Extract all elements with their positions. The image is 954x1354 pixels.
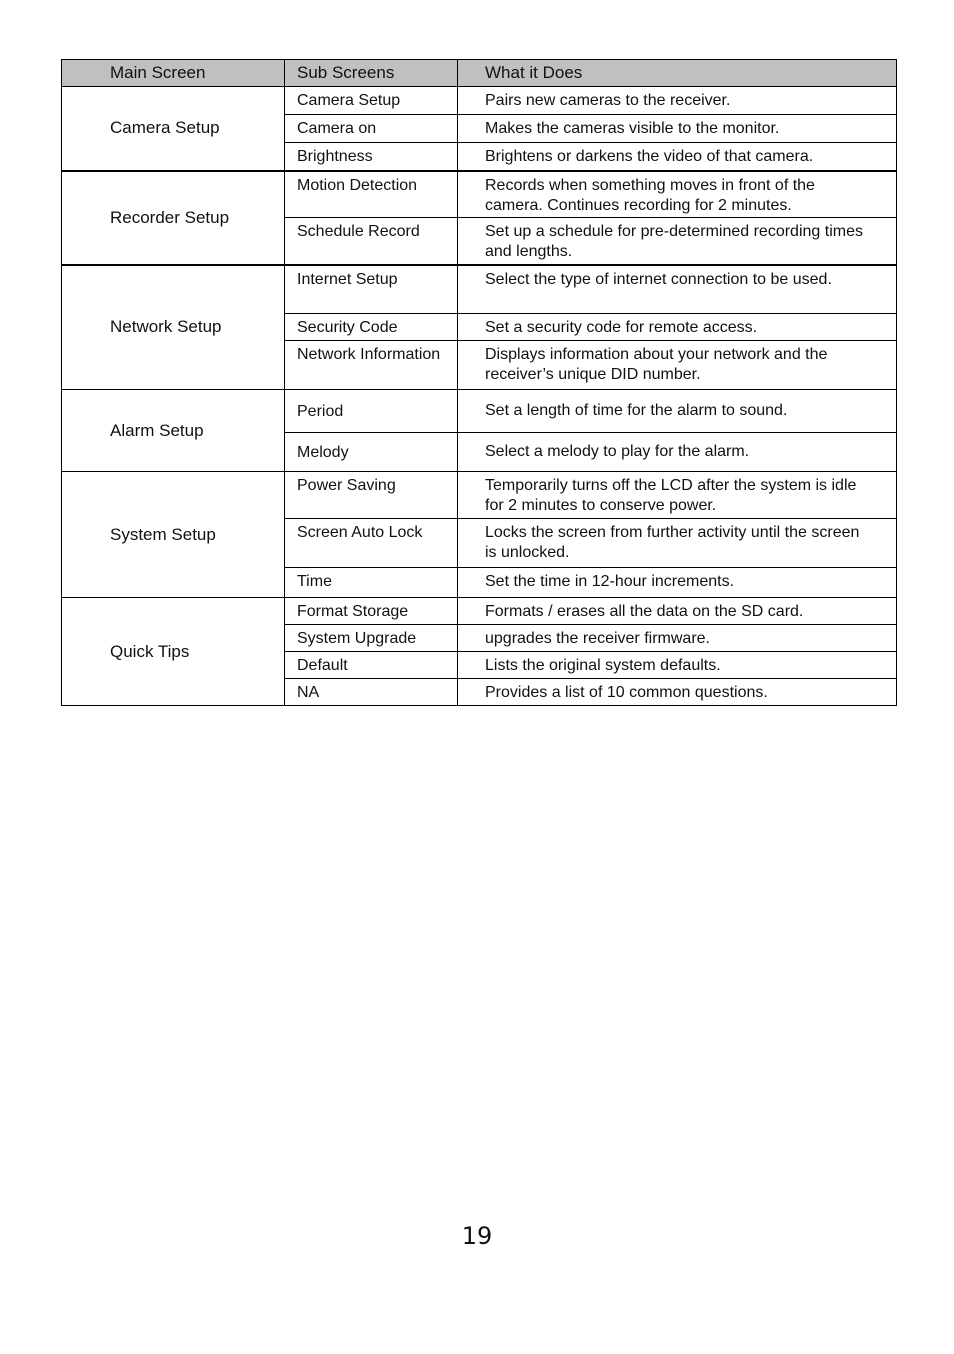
description-cell: Set the time in 12-hour increments. bbox=[458, 568, 897, 598]
description-cell: upgrades the receiver firmware. bbox=[458, 625, 897, 652]
description-cell: Pairs new cameras to the receiver. bbox=[458, 87, 897, 115]
sub-screen-cell: Power Saving bbox=[285, 472, 458, 519]
sub-screen-cell: Security Code bbox=[285, 314, 458, 341]
description-cell: Formats / erases all the data on the SD card. bbox=[458, 598, 897, 625]
main-screen-cell: Quick Tips bbox=[62, 598, 285, 706]
description-cell: Locks the screen from further activity until the screen is unlocked. bbox=[458, 519, 897, 568]
description-cell: Set a security code for remote access. bbox=[458, 314, 897, 341]
description-cell: Temporarily turns off the LCD after the system is idle for 2 minutes to conserve power. bbox=[458, 472, 897, 519]
header-sub-screens: Sub Screens bbox=[285, 60, 458, 87]
main-screen-cell: Network Setup bbox=[62, 265, 285, 390]
sub-screen-cell: Network Information bbox=[285, 341, 458, 390]
table-row bbox=[62, 598, 897, 625]
sub-screen-cell: Schedule Record bbox=[285, 218, 458, 265]
header-main-screen: Main Screen bbox=[62, 60, 285, 87]
main-screen-cell: Recorder Setup bbox=[62, 171, 285, 265]
sub-screen-cell: Motion Detection bbox=[285, 171, 458, 218]
sub-screen-cell: System Upgrade bbox=[285, 625, 458, 652]
table-row bbox=[62, 265, 897, 314]
sub-screen-cell: Melody bbox=[285, 433, 458, 472]
table-header-row bbox=[62, 60, 897, 87]
page-number: 19 bbox=[461, 1222, 493, 1250]
description-cell: Select a melody to play for the alarm. bbox=[458, 433, 897, 472]
menu-table-container bbox=[61, 59, 896, 706]
sub-screen-cell: Screen Auto Lock bbox=[285, 519, 458, 568]
description-cell: Brightens or darkens the video of that camera. bbox=[458, 143, 897, 171]
description-cell: Set a length of time for the alarm to sound. bbox=[458, 390, 897, 433]
description-cell: Makes the cameras visible to the monitor. bbox=[458, 115, 897, 143]
description-cell: Records when something moves in front of the camera. Continues recording for 2 minutes. bbox=[458, 171, 897, 218]
table-row bbox=[62, 472, 897, 519]
table-row bbox=[62, 171, 897, 218]
description-cell: Displays information about your network and the receiver’s unique DID number. bbox=[458, 341, 897, 390]
sub-screen-cell: Camera Setup bbox=[285, 87, 458, 115]
main-screen-cell: Alarm Setup bbox=[62, 390, 285, 472]
description-cell: Set up a schedule for pre-determined recording times and lengths. bbox=[458, 218, 897, 265]
sub-screen-cell: Format Storage bbox=[285, 598, 458, 625]
description-cell: Lists the original system defaults. bbox=[458, 652, 897, 679]
sub-screen-cell: Brightness bbox=[285, 143, 458, 171]
main-screen-cell: System Setup bbox=[62, 472, 285, 598]
sub-screen-cell: Internet Setup bbox=[285, 265, 458, 314]
sub-screen-cell: NA bbox=[285, 679, 458, 706]
description-cell: Select the type of internet connection to be used. bbox=[458, 265, 897, 314]
table-row bbox=[62, 87, 897, 115]
header-what-it-does: What it Does bbox=[458, 60, 897, 87]
menu-table bbox=[61, 59, 897, 706]
sub-screen-cell: Default bbox=[285, 652, 458, 679]
sub-screen-cell: Camera on bbox=[285, 115, 458, 143]
description-cell: Provides a list of 10 common questions. bbox=[458, 679, 897, 706]
sub-screen-cell: Time bbox=[285, 568, 458, 598]
main-screen-cell: Camera Setup bbox=[62, 87, 285, 171]
sub-screen-cell: Period bbox=[285, 390, 458, 433]
table-row bbox=[62, 390, 897, 433]
